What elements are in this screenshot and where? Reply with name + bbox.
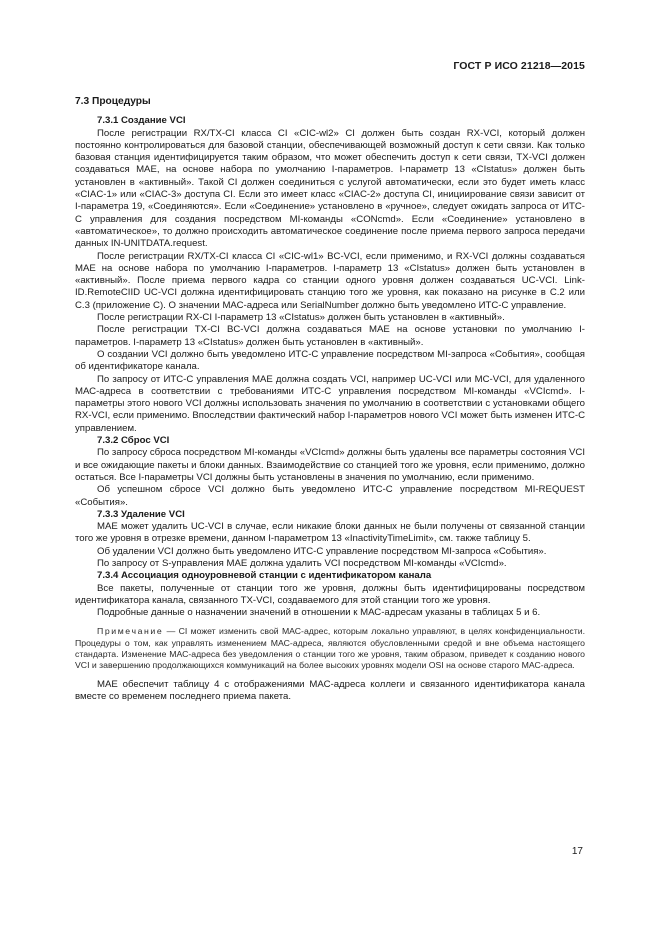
paragraph: Об успешном сбросе VCI должно быть уведомлено ИТС-С управление посредством MI-REQUEST «События». <box>75 484 585 508</box>
subsection-title-7-3-4: 7.3.4 Ассоциация одноуровневой станции с идентификатором канала <box>97 570 432 582</box>
note-dash: — <box>163 626 179 637</box>
paragraph: Подробные данные о назначении значений в отношении к МАС-адресам указаны в таблицах 5 и 6. <box>97 607 541 619</box>
paragraph: МАЕ обеспечит таблицу 4 с отображениями МАС-адреса коллеги и связанного идентификатора канала вместе со временем последнего приема пакета. <box>75 678 585 702</box>
note-block <box>75 626 585 671</box>
paragraph: О создании VCI должно быть уведомлено ИТС-С управление посредством MI-запроса «События», сообщая об идентификаторе канала. <box>75 348 585 373</box>
note-text: CI может изменить свой МАС-адрес, которым локально управляют, в целях конфиденциальности. Процедуры о том, как управлять изменением МАС-адреса, являются обусловленными средой и вне объема настоящего стандарта. Изменение МАС-адреса без уведомления о станции того же уровня, таким образом, приведет к созданию нового VCI и завершению продолжающихся коммуникаций на более высоких уровнях модели OSI на основе старого МАС-адреса. <box>75 626 586 671</box>
subsection-title-7-3-3: 7.3.3 Удаление VCI <box>97 508 185 520</box>
paragraph: Об удалении VCI должно быть уведомлено ИТС-С управление посредством MI-запроса «События». <box>97 545 547 557</box>
subsection-title-7-3-2: 7.3.2 Сброс VCI <box>97 435 170 447</box>
page-content <box>75 96 585 703</box>
paragraph: По запросу от S-управления МАЕ должна удалить VCI посредством MI-команды «VCIcmd». <box>97 557 507 569</box>
paragraph: Все пакеты, полученные от станции того же уровня, должны быть идентифицированы посредством идентификатора канала, связанного TX-VCI, создаваемого для этой станции того же уровня. <box>75 582 585 606</box>
paragraph: МАЕ может удалить UC-VCI в случае, если никакие блоки данных не были получены от связанной станции того же уровня в отрезке времени, данном I-параметром 13 «InactivityTimeLimit», см. также таблицу 5. <box>75 521 585 545</box>
standard-header: ГОСТ Р ИСО 21218—2015 <box>453 60 585 72</box>
page-number: 17 <box>571 846 583 857</box>
paragraph: По запросу сброса посредством MI-команды «VCIcmd» должны быть удалены все параметры состояния VCI и все ожидающие пакеты и блоки данных. Взаимодействие со станцией того же уровня, если применимо, должно остаться. Все I-параметры VCI должны быть установлены в значения по умолчанию, если применимо. <box>75 447 585 483</box>
paragraph: После регистрации RX/TX-CI класса CI «CIC-wl2» CI должен быть создан RX-VCI, который должен постоянно контролироваться для базовой станции, обеспечивающей возможный доступ к сети связи. Как только базовая станция идентифицируется таким образом, что может обеспечить доступ к сети связи, TX-VCI должен создаваться МАЕ, на основе набора по умолчанию I-параметров. I-параметр 13 «CIstatus» должен быть установлен в «активный». Такой CI должен соединиться с услугой автоматически, если это будет иметь класс «CIAC-1» или «CIAC-3» доступа CI. Если это имеет класс «CIAC-2» доступа CI, инициирование связи зависит от I-параметра 19, «Соединяются». Если «Соединение» установлено в «ручное», следует ожидать запроса от ИТС-С управления для создания посредством MI-команды «CONcmd». Если «Соединение» установлено в «автоматическое», то должно происходить автоматическое соединение после приема первого запроса передачи данных IN-UNITDATA.request. <box>75 127 585 250</box>
section-title: 7.3 Процедуры <box>75 96 151 107</box>
note-label: Примечание <box>97 626 164 637</box>
paragraph: После регистрации RX-CI I-параметр 13 «CIstatus» должен быть установлен в «активный». <box>97 312 505 324</box>
paragraph: После регистрации TX-CI BC-VCI должна создаваться МАЕ на основе установки по умолчанию I-параметров. I-параметр 13 «CIstatus» должен быть установлен в «активный». <box>75 324 585 348</box>
paragraph: По запросу от ИТС-С управления МАЕ должна создать VCI, например UC-VCI или MC-VCI, для удаленного МАС-адреса в соответствии с требованиями ИТС-С управления посредством MI-команды «VCIcmd». I-параметры этого нового VCI должны использовать значения по умолчанию в соответствии с установками общего RX-VCI, если применимо. Впоследствии фактический набор I-параметров нового VCI может быть изменен ИТС-С управлением. <box>75 373 585 434</box>
subsection-title-7-3-1: 7.3.1 Создание VCI <box>97 115 186 127</box>
paragraph: После регистрации RX/TX-CI класса CI «CIC-wl1» BC-VCI, если применимо, и RX-VCI должны создаваться МАЕ на основе набора по умолчанию I-параметров. I-параметр 13 «CIstatus» должен быть установлен в «активный». После приема первого кадра со станции одного уровня должен создаваться UC-VCI. Link-ID.RemoteCIID UC-VCI должна идентифицировать станцию того же уровня, как показано на рисунке в С.2 или С.3 (приложение С). О значении МАС-адреса или SerialNumber должно быть уведомлено ИТС-С управление. <box>75 250 585 311</box>
